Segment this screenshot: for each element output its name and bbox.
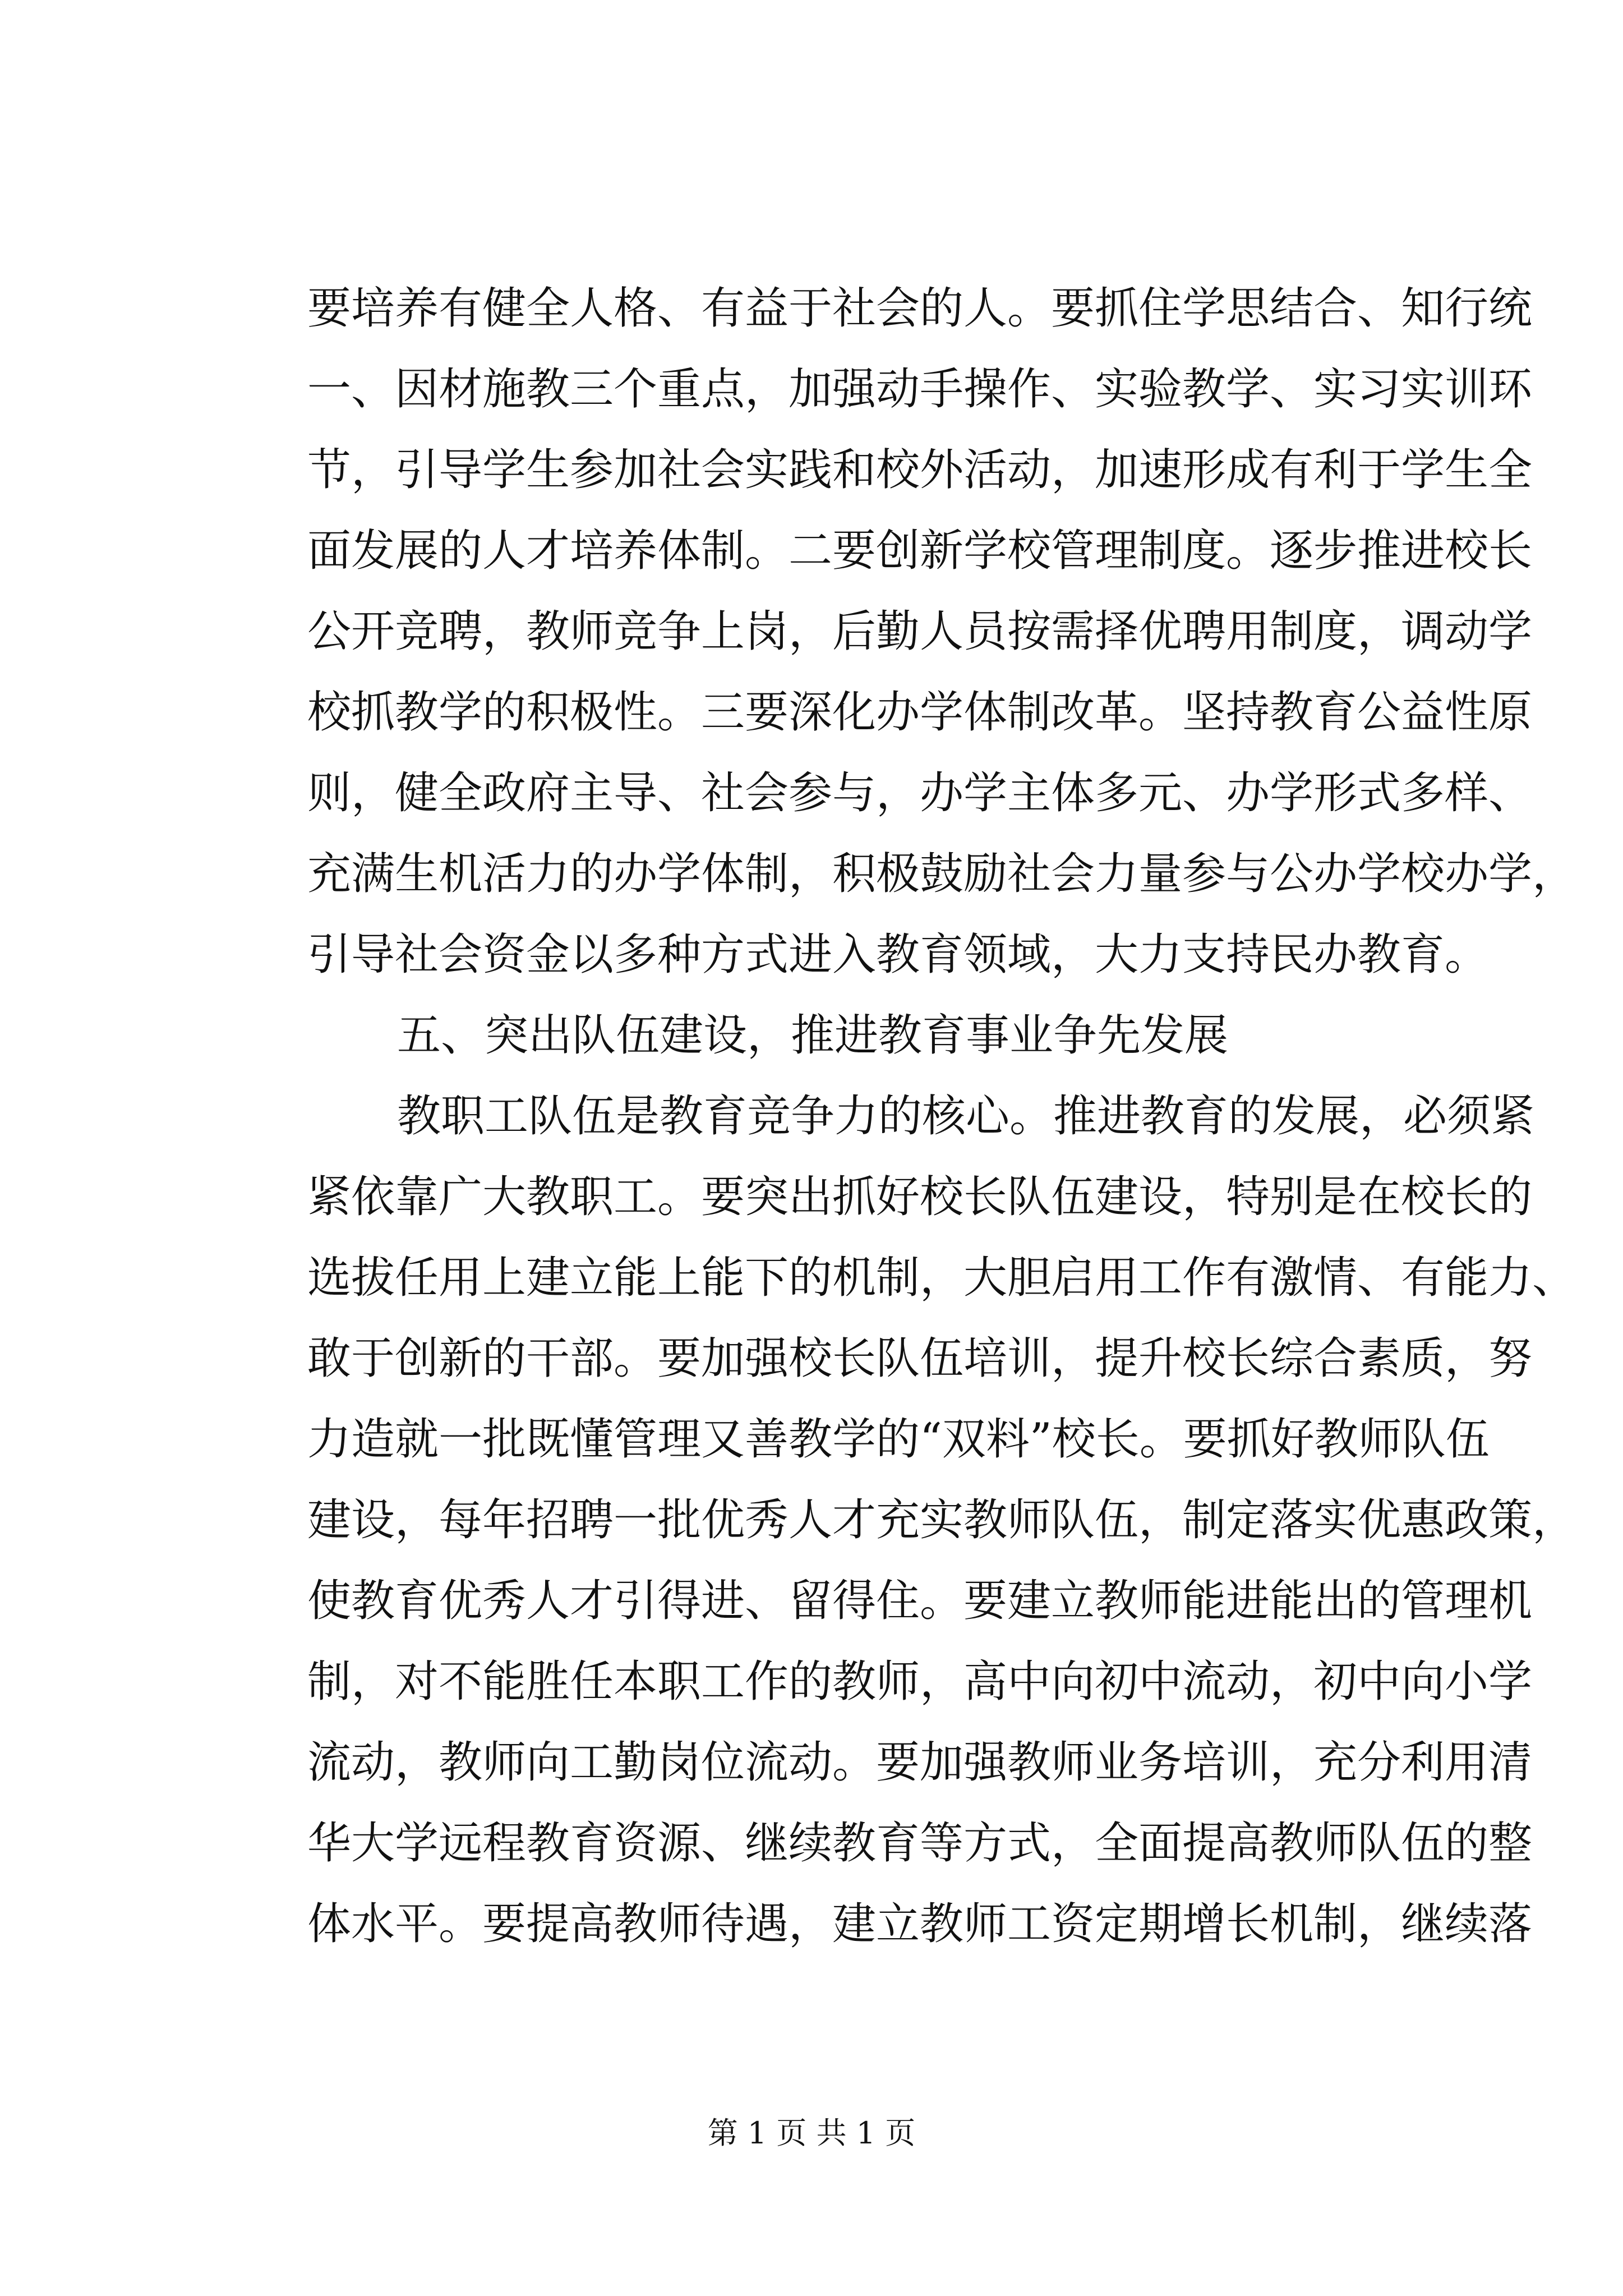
paragraph-p2	[307, 1076, 1576, 1964]
section-heading-text: 五、突出队伍建设，推进教育事业争先发展	[397, 1010, 1229, 1061]
text-line: 体水平。要提高教师待遇，建立教师工资定期增长机制，继续落	[307, 1899, 1533, 1949]
text-line: 校抓教学的积极性。三要深化办学体制改革。坚持教育公益性原	[307, 687, 1533, 738]
text-line: 力造就一批既懂管理又善教学的“双料”校长。要抓好教师队伍	[307, 1414, 1490, 1465]
text-line: 引导社会资金以多种方式进入教育领域，大力支持民办教育。	[307, 930, 1489, 980]
text-line: 敢于创新的干部。要加强校长队伍培训，提升校长综合素质，努	[307, 1333, 1533, 1384]
text-line: 充满生机活力的办学体制，积极鼓励社会力量参与公办学校办学，	[307, 849, 1576, 899]
text-line: 要培养有健全人格、有益于社会的人。要抓住学思结合、知行统	[307, 283, 1533, 334]
text-line: 则，健全政府主导、社会参与，办学主体多元、办学形式多样、	[307, 768, 1533, 818]
text-line: 教职工队伍是教育竞争力的核心。推进教育的发展，必须紧	[397, 1091, 1535, 1142]
text-line: 公开竞聘，教师竞争上岗，后勤人员按需择优聘用制度，调动学	[307, 606, 1533, 657]
text-line: 建设，每年招聘一批优秀人才充实教师队伍，制定落实优惠政策，	[307, 1495, 1576, 1545]
text-line: 华大学远程教育资源、继续教育等方式，全面提高教师队伍的整	[307, 1818, 1533, 1869]
text-line: 选拔任用上建立能上能下的机制，大胆启用工作有激情、有能力、	[307, 1253, 1576, 1303]
paragraph-p1	[307, 268, 1576, 995]
text-line: 流动，教师向工勤岗位流动。要加强教师业务培训，充分利用清	[307, 1737, 1533, 1788]
text-line: 面发展的人才培养体制。二要创新学校管理制度。逐步推进校长	[307, 526, 1533, 576]
text-line: 节，引导学生参加社会实践和校外活动，加速形成有利于学生全	[307, 445, 1533, 495]
document-body	[307, 268, 1576, 1964]
page-footer: 第 1 页 共 1 页	[707, 2115, 916, 2151]
text-line: 紧依靠广大教职工。要突出抓好校长队伍建设，特别是在校长的	[307, 1172, 1533, 1222]
text-line: 制，对不能胜任本职工作的教师，高中向初中流动，初中向小学	[307, 1657, 1533, 1707]
text-line: 使教育优秀人才引得进、留得住。要建立教师能进能出的管理机	[307, 1576, 1533, 1626]
section-heading	[307, 995, 1407, 1076]
text-line: 一、因材施教三个重点，加强动手操作、实验教学、实习实训环	[307, 364, 1533, 415]
